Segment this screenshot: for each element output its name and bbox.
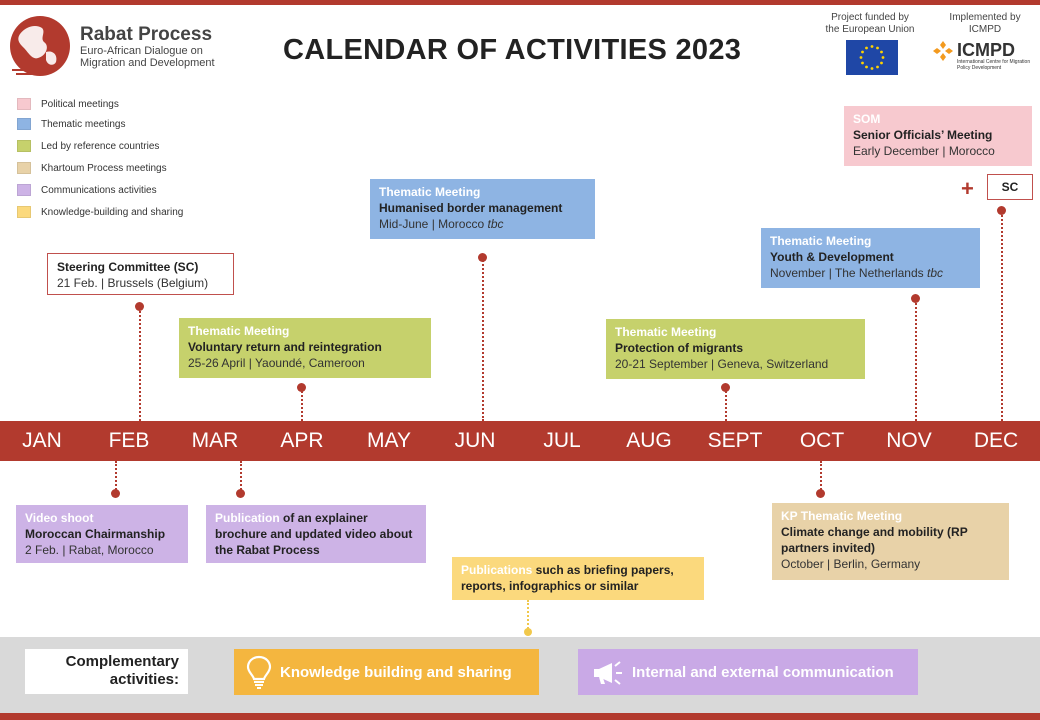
event-head: KP Thematic Meeting [781, 509, 903, 523]
connector-apr [301, 387, 303, 421]
implemented-by-text [938, 12, 1032, 36]
connector-sep [725, 387, 727, 421]
funded-by-text [818, 12, 922, 36]
event-detail-text: Mid-June | Morocco [379, 217, 485, 231]
connector-feb [139, 306, 141, 421]
connector-dot-feb [135, 302, 144, 311]
event-thematic-june [370, 179, 595, 239]
legend-label: Knowledge-building and sharing [41, 206, 184, 218]
impl-line1: Implemented by [949, 12, 1021, 23]
legend-swatch [17, 98, 31, 110]
month-sept: SEPT [707, 429, 763, 452]
event-som-december [844, 106, 1032, 166]
connector-dot-nov [911, 294, 920, 303]
event-title: Protection of migrants [615, 341, 744, 355]
connector-dot-publications [524, 628, 532, 636]
event-thematic-september [606, 319, 865, 379]
event-head: Thematic Meeting [770, 234, 872, 248]
event-title: Senior Officials’ Meeting [853, 128, 993, 142]
legend-label: Led by reference countries [41, 140, 160, 152]
month-jun: JUN [454, 429, 496, 452]
event-head: Thematic Meeting [615, 325, 717, 339]
event-detail: Early December | Morocco [853, 144, 995, 158]
connector-dec [1001, 210, 1003, 421]
event-thematic-april [179, 318, 431, 378]
month-mar: MAR [191, 429, 239, 452]
event-title: Voluntary return and reintegration [188, 340, 382, 354]
legend-swatch [17, 140, 31, 152]
event-title: Steering Committee (SC) [57, 260, 199, 274]
connector-dot-video [111, 489, 120, 498]
connector-dot-jun [478, 253, 487, 262]
communication-label: Internal and external communication [632, 663, 894, 681]
event-detail: 2 Feb. | Rabat, Morocco [25, 543, 154, 557]
event-text [215, 510, 417, 558]
month-nov: NOV [886, 429, 932, 452]
eu-flag-icon [846, 40, 898, 75]
rabat-process-globe-logo [6, 12, 74, 80]
month-apr: APR [280, 429, 324, 452]
legend-label: Communications activities [41, 184, 157, 196]
legend-item-reference [17, 139, 159, 153]
event-detail-tbc: tbc [487, 217, 504, 231]
event-detail-text: November | The Netherlands [770, 266, 924, 280]
logo-subtitle-line2: Migration and Development [80, 57, 215, 69]
event-title: Climate change and mobility (RP partners invited) [781, 525, 968, 555]
complementary-label-line2: activities: [109, 671, 179, 688]
logo-title: Rabat Process [80, 24, 213, 45]
event-text [461, 562, 695, 594]
bottom-accent-bar [0, 713, 1040, 720]
logo-subtitle [80, 45, 215, 69]
connector-dot-publication [236, 489, 245, 498]
legend-item-communications [17, 183, 157, 197]
top-accent-bar [0, 0, 1040, 5]
event-detail: 20-21 September | Geneva, Switzerland [615, 357, 829, 371]
event-head: Publication [215, 511, 280, 525]
month-jan: JAN [22, 429, 62, 452]
logo-subtitle-line1: Euro-African Dialogue on [80, 45, 203, 57]
icmpd-logo-icon [932, 40, 954, 62]
event-publications [452, 557, 704, 600]
event-title: Humanised border management [379, 201, 563, 215]
legend-label: Thematic meetings [41, 118, 126, 130]
event-title: Youth & Development [770, 250, 894, 264]
month-dec: DEC [973, 429, 1019, 452]
event-detail-tbc: tbc [926, 266, 943, 280]
plus-sign: + [961, 176, 974, 201]
event-head: SOM [853, 112, 881, 126]
event-detail: 21 Feb. | Brussels (Belgium) [57, 276, 209, 290]
month-may: MAY [367, 429, 411, 452]
event-thematic-november [761, 228, 980, 288]
event-head: Video shoot [25, 511, 94, 525]
legend-swatch [17, 118, 31, 130]
page-title: CALENDAR OF ACTIVITIES 2023 [283, 34, 742, 66]
event-rest: such as briefing papers, reports, infographics or similar [461, 563, 674, 593]
communication-tile [578, 649, 918, 695]
month-feb: FEB [108, 429, 150, 452]
event-kp-thematic [772, 503, 1009, 580]
icmpd-fullname: International Centre for Migration Policy Development [957, 59, 1031, 71]
event-rest: of an explainer brochure and updated video about the Rabat Process [215, 511, 413, 557]
event-publication-explainer [206, 505, 426, 563]
complementary-label [25, 649, 188, 694]
event-head: Publications [461, 563, 533, 577]
event-head: Thematic Meeting [379, 185, 481, 199]
legend-label: Political meetings [41, 98, 119, 110]
megaphone-icon [590, 658, 624, 686]
month-aug: AUG [626, 429, 672, 452]
event-detail: 25-26 April | Yaoundé, Cameroon [188, 356, 365, 370]
legend-label: Khartoum Process meetings [41, 162, 167, 174]
connector-dot-dec [997, 206, 1006, 215]
lightbulb-icon [246, 655, 272, 689]
icmpd-name: ICMPD [957, 40, 1015, 60]
event-sc-december: SC [987, 174, 1033, 200]
legend-swatch [17, 162, 31, 174]
legend-item-political [17, 97, 119, 111]
knowledge-sharing-tile [234, 649, 539, 695]
event-head: Thematic Meeting [188, 324, 290, 338]
event-title: Moroccan Chairmanship [25, 527, 166, 541]
connector-jun [482, 257, 484, 421]
connector-dot-sep [721, 383, 730, 392]
event-detail [770, 265, 971, 281]
legend-item-khartoum [17, 161, 167, 175]
event-video-shoot [16, 505, 188, 563]
month-oct: OCT [799, 429, 845, 452]
funded-line1: Project funded by [831, 12, 909, 23]
connector-dot-apr [297, 383, 306, 392]
month-jul: JUL [543, 429, 581, 452]
connector-nov [915, 298, 917, 421]
legend-swatch [17, 184, 31, 196]
event-detail: October | Berlin, Germany [781, 557, 921, 571]
legend-item-thematic [17, 117, 125, 131]
event-detail [379, 216, 586, 232]
event-steering-committee-feb [47, 253, 234, 295]
connector-dot-kp [816, 489, 825, 498]
complementary-label-line1: Complementary [65, 653, 179, 670]
legend-item-knowledge [17, 205, 183, 219]
impl-line2: ICMPD [968, 24, 1002, 35]
funded-line2: the European Union [825, 24, 915, 35]
legend-swatch [17, 206, 31, 218]
knowledge-sharing-label: Knowledge building and sharing [280, 663, 512, 681]
